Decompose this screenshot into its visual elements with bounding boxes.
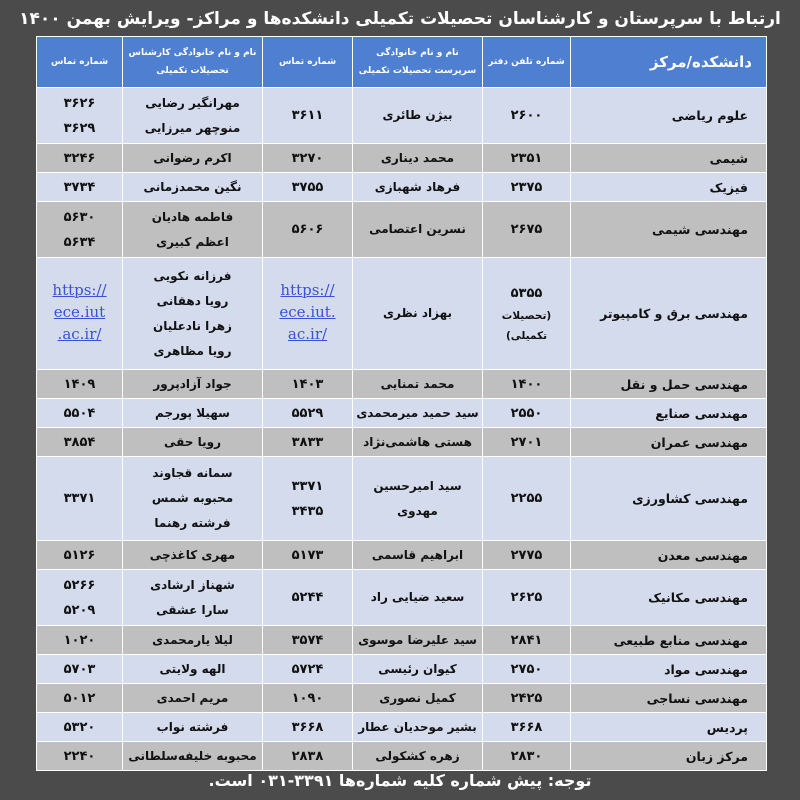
expert-phone-cell <box>37 570 123 626</box>
expert-phone: ۵۶۳۰ <box>63 209 96 225</box>
expert-phone-cell: ۳۲۴۶ <box>37 144 123 173</box>
header-expert: نام و نام خانوادگی کارشناس تحصیلات تکمیلی <box>123 37 263 88</box>
supervisor-cell: بهزاد نظری <box>353 258 483 370</box>
link-text[interactable]: https:// <box>280 281 335 299</box>
supervisor-phone-cell: ۳۸۳۳ <box>263 428 353 457</box>
office-phone: ۵۳۵۵ <box>510 286 543 301</box>
expert-cell <box>123 202 263 258</box>
table-row <box>37 655 767 684</box>
expert-name: اعظم کبیری <box>156 234 229 249</box>
supervisor-cell: سید حمید میرمحمدی <box>353 399 483 428</box>
expert-phone: ۳۶۲۶ <box>63 95 96 111</box>
table-row <box>37 428 767 457</box>
footnote: توجه: پیش شماره کلیه شماره‌ها ۳۳۹۱-۰۳۱ است. <box>208 771 592 790</box>
office-phone-cell <box>483 258 571 370</box>
expert-phone-cell: ۵۱۲۶ <box>37 541 123 570</box>
uni-cell: مرکز زبان <box>571 742 767 771</box>
expert-name: رویا دهقانی <box>156 293 229 308</box>
table-row <box>37 370 767 399</box>
supervisor-cell: ابراهیم قاسمی <box>353 541 483 570</box>
office-phone-cell: ۲۵۵۰ <box>483 399 571 428</box>
expert-cell: جواد آزادپرور <box>123 370 263 399</box>
office-phone-cell: ۲۶۲۵ <box>483 570 571 626</box>
supervisor-cell: محمد دیناری <box>353 144 483 173</box>
link-text[interactable]: .ac.ir/ <box>57 325 102 343</box>
supervisor-phone-cell: ۲۸۳۸ <box>263 742 353 771</box>
expert-name: فرزانه نکویی <box>153 268 232 283</box>
uni-cell: مهندسی معدن <box>571 541 767 570</box>
expert-name: فاطمه هادیان <box>151 209 234 224</box>
table-row <box>37 541 767 570</box>
uni-cell: مهندسی شیمی <box>571 202 767 258</box>
supervisor-cell: نسرین اعتصامی <box>353 202 483 258</box>
supervisor-phone-cell: ۳۶۶۸ <box>263 713 353 742</box>
office-phone-cell: ۲۷۷۵ <box>483 541 571 570</box>
expert-phone-cell: ۳۷۳۴ <box>37 173 123 202</box>
expert-phone: ۵۶۳۴ <box>63 234 96 250</box>
table-header-row <box>37 37 767 88</box>
office-note: تکمیلی) <box>505 330 548 342</box>
office-phone-cell: ۳۶۶۸ <box>483 713 571 742</box>
expert-cell: فرشته نواب <box>123 713 263 742</box>
supervisor-phone-cell: ۳۷۵۵ <box>263 173 353 202</box>
expert-cell: مریم احمدی <box>123 684 263 713</box>
expert-phone: ۵۲۶۶ <box>63 577 96 593</box>
office-phone-cell: ۲۲۵۵ <box>483 457 571 541</box>
supervisor-cell: کیوان رئیسی <box>353 655 483 684</box>
expert-cell <box>123 570 263 626</box>
supervisor-phone-cell: ۱۴۰۳ <box>263 370 353 399</box>
department-website-link[interactable] <box>279 279 335 345</box>
supervisor-cell: بشیر موحدیان عطار <box>353 713 483 742</box>
expert-phone-cell: ۵۷۰۳ <box>37 655 123 684</box>
uni-cell: مهندسی حمل و نقل <box>571 370 767 399</box>
office-phone-cell: ۲۷۵۰ <box>483 655 571 684</box>
table-row <box>37 88 767 144</box>
table-row <box>37 173 767 202</box>
office-phone-cell: ۲۳۷۵ <box>483 173 571 202</box>
expert-name: زهرا نادعلیان <box>153 318 232 333</box>
uni-cell: شیمی <box>571 144 767 173</box>
supervisor-phone: ۳۳۷۱ <box>291 478 324 494</box>
office-note: (تحصیلات <box>501 310 552 322</box>
table-row <box>37 570 767 626</box>
office-phone-cell: ۲۳۵۱ <box>483 144 571 173</box>
supervisor-phone-cell: ۵۶۰۶ <box>263 202 353 258</box>
expert-cell: الهه ولایتی <box>123 655 263 684</box>
expert-phone-cell: ۵۳۲۰ <box>37 713 123 742</box>
supervisor-phone-cell: ۳۶۱۱ <box>263 88 353 144</box>
supervisor-phone-cell <box>263 457 353 541</box>
expert-cell <box>123 88 263 144</box>
uni-cell: مهندسی صنایع <box>571 399 767 428</box>
uni-cell: مهندسی کشاورزی <box>571 457 767 541</box>
supervisor-phone-cell: ۵۲۴۴ <box>263 570 353 626</box>
header-expert-phone: شماره تماس <box>37 37 123 88</box>
page-title: ارتباط با سرپرستان و کارشناسان تحصیلات تکمیلی دانشکده‌ها و مراکز- ویرایش بهمن ۱۴۰۰ <box>19 9 781 29</box>
supervisor-cell: سید علیرضا موسوی <box>353 626 483 655</box>
expert-name: سمانه قجاوند <box>152 466 233 480</box>
expert-name: منوچهر میرزایی <box>144 120 241 135</box>
header-supervisor-phone: شماره تماس <box>263 37 353 88</box>
supervisor-phone-cell: ۱۰۹۰ <box>263 684 353 713</box>
expert-cell <box>123 258 263 370</box>
expert-cell: مهری کاغذچی <box>123 541 263 570</box>
expert-phone: ۵۲۰۹ <box>63 602 96 618</box>
link-text[interactable]: ac.ir/ <box>287 325 328 343</box>
expert-phone-cell: ۵۵۰۴ <box>37 399 123 428</box>
supervisor-cell: سعید ضیایی راد <box>353 570 483 626</box>
uni-cell: مهندسی برق و کامپیوتر <box>571 258 767 370</box>
expert-name: مهرانگیر رضایی <box>145 95 240 110</box>
table-row <box>37 626 767 655</box>
table-row <box>37 258 767 370</box>
supervisor-link-cell[interactable] <box>263 258 353 370</box>
uni-cell: فیزیک <box>571 173 767 202</box>
office-phone-cell: ۱۴۰۰ <box>483 370 571 399</box>
supervisor-phone-cell: ۵۷۲۴ <box>263 655 353 684</box>
table-row <box>37 399 767 428</box>
expert-name: سارا عشقی <box>156 602 229 617</box>
expert-cell: اکرم رضوانی <box>123 144 263 173</box>
expert-link-cell[interactable] <box>37 258 123 370</box>
supervisor-cell: محمد تمنایی <box>353 370 483 399</box>
department-website-link[interactable] <box>52 279 106 345</box>
expert-phone-cell: ۳۸۵۴ <box>37 428 123 457</box>
link-text[interactable]: ece.iut <box>53 303 106 321</box>
supervisor-cell: سید امیرحسین مهدوی <box>353 457 483 541</box>
office-phone-cell: ۲۸۴۱ <box>483 626 571 655</box>
header-office-phone: شماره تلفن دفتر <box>483 37 571 88</box>
table-row <box>37 202 767 258</box>
uni-cell: مهندسی مواد <box>571 655 767 684</box>
office-phone-cell: ۲۶۷۵ <box>483 202 571 258</box>
table-row <box>37 144 767 173</box>
link-text[interactable]: https:// <box>52 281 107 299</box>
expert-phone-cell <box>37 88 123 144</box>
office-phone-cell: ۲۴۲۵ <box>483 684 571 713</box>
supervisor-phone-cell: ۵۵۲۹ <box>263 399 353 428</box>
uni-cell: مهندسی عمران <box>571 428 767 457</box>
table-row <box>37 457 767 541</box>
expert-cell: نگین محمدزمانی <box>123 173 263 202</box>
expert-name: محبوبه شمس <box>151 491 234 505</box>
uni-cell: مهندسی منابع طبیعی <box>571 626 767 655</box>
expert-phone-cell: ۱۰۲۰ <box>37 626 123 655</box>
uni-cell: مهندسی مکانیک <box>571 570 767 626</box>
header-supervisor: نام و نام خانوادگی سرپرست تحصیلات تکمیلی <box>353 37 483 88</box>
uni-cell: علوم ریاضی <box>571 88 767 144</box>
expert-cell: محبوبه خلیفه‌سلطانی <box>123 742 263 771</box>
supervisor-cell: زهره کشکولی <box>353 742 483 771</box>
office-phone-cell: ۲۶۰۰ <box>483 88 571 144</box>
supervisor-phone: ۳۴۳۵ <box>291 503 324 519</box>
expert-phone: ۳۶۲۹ <box>63 120 96 136</box>
expert-cell: سهیلا پورجم <box>123 399 263 428</box>
expert-phone-cell: ۱۴۰۹ <box>37 370 123 399</box>
office-phone-cell: ۲۸۳۰ <box>483 742 571 771</box>
contacts-table <box>36 36 767 771</box>
supervisor-phone-cell: ۳۲۷۰ <box>263 144 353 173</box>
expert-phone-cell: ۵۰۱۲ <box>37 684 123 713</box>
supervisor-phone-cell: ۳۵۷۴ <box>263 626 353 655</box>
expert-name: رویا مظاهری <box>153 343 232 358</box>
table-row <box>37 713 767 742</box>
uni-cell: پردیس <box>571 713 767 742</box>
expert-name: شهناز ارشادی <box>150 577 235 592</box>
uni-cell: مهندسی نساجی <box>571 684 767 713</box>
supervisor-cell: بیژن طائری <box>353 88 483 144</box>
expert-phone-cell: ۳۳۷۱ <box>37 457 123 541</box>
expert-name: فرشته رهنما <box>154 516 231 530</box>
expert-phone-cell <box>37 202 123 258</box>
supervisor-cell: فرهاد شهبازی <box>353 173 483 202</box>
supervisor-phone-cell: ۵۱۷۳ <box>263 541 353 570</box>
supervisor-cell: هستی هاشمی‌نژاد <box>353 428 483 457</box>
expert-cell: رویا حقی <box>123 428 263 457</box>
link-text[interactable]: ece.iut. <box>279 303 336 321</box>
table-row <box>37 684 767 713</box>
expert-cell <box>123 457 263 541</box>
header-uni: دانشکده/مرکز <box>571 37 767 88</box>
supervisor-cell: کمیل نصوری <box>353 684 483 713</box>
expert-cell: لیلا یارمحمدی <box>123 626 263 655</box>
office-phone-cell: ۲۷۰۱ <box>483 428 571 457</box>
expert-phone-cell: ۲۲۴۰ <box>37 742 123 771</box>
